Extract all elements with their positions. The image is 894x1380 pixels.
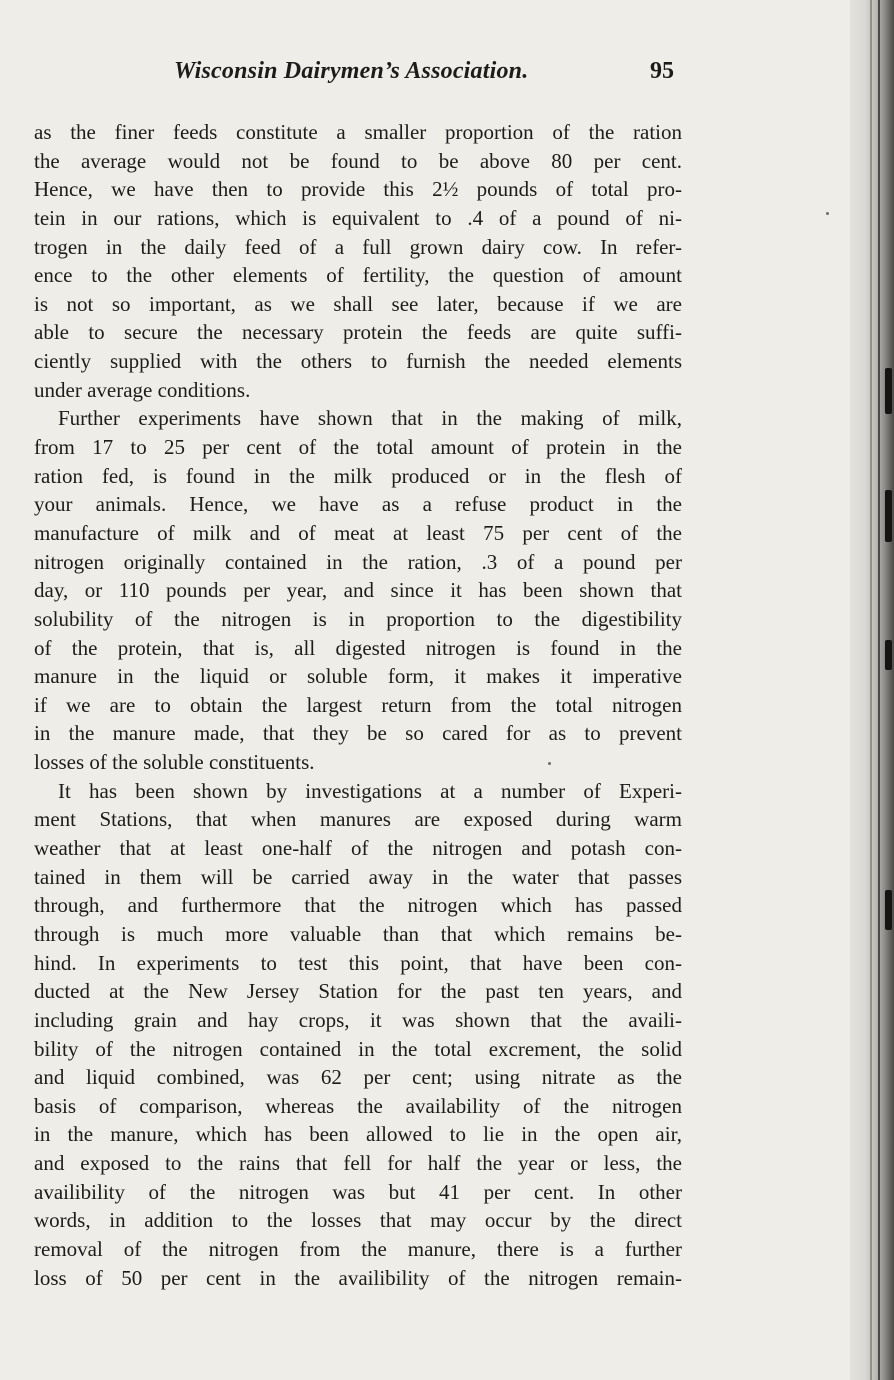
text-line: availibility of the nitrogen was but 41 per cent. In other: [34, 1179, 682, 1204]
text-line: hind. In experiments to test this point, that have been con-: [34, 950, 682, 975]
text-line: and exposed to the rains that fell for half the year or less, the: [34, 1151, 682, 1176]
binding-line: [878, 0, 880, 1380]
text-line: removal of the nitrogen from the manure, there is a further: [34, 1236, 682, 1261]
text-line: basis of comparison, whereas the availability of the nitrogen: [34, 1093, 682, 1118]
binding-mark: [885, 890, 892, 930]
text-line: ration fed, is found in the milk produced or in the flesh of: [34, 463, 682, 488]
running-title: Wisconsin Dairymen’s Association.: [174, 58, 529, 84]
text-line: through is much more valuable than that which remains be-: [34, 921, 682, 946]
paragraph-start-line: Further experiments have shown that in the making of milk,: [58, 406, 682, 431]
text-line: trogen in the daily feed of a full grown dairy cow. In refer-: [34, 234, 682, 259]
text-line: is not so important, as we shall see later, because if we are: [34, 291, 682, 316]
text-line: Hence, we have then to provide this 2½ pounds of total pro-: [34, 177, 682, 202]
text-line: words, in addition to the losses that may occur by the direct: [34, 1208, 682, 1233]
text-line: of the protein, that is, all digested nitrogen is found in the: [34, 635, 682, 660]
text-line: nitrogen originally contained in the ration, .3 of a pound per: [34, 549, 682, 574]
text-line: ciently supplied with the others to furnish the needed elements: [34, 349, 682, 374]
text-line: as the finer feeds constitute a smaller proportion of the ration: [34, 120, 682, 144]
text-line: ducted at the New Jersey Station for the past ten years, and: [34, 979, 682, 1004]
text-line: your animals. Hence, we have as a refuse product in the: [34, 492, 682, 517]
text-line: weather that at least one-half of the nitrogen and potash con-: [34, 836, 682, 861]
text-line: tained in them will be carried away in the water that passes: [34, 864, 682, 889]
binding-mark: [885, 640, 892, 670]
text-line: day, or 110 pounds per year, and since it has been shown that: [34, 578, 682, 603]
text-line: ment Stations, that when manures are exposed during warm: [34, 807, 682, 832]
text-line: ence to the other elements of fertility, the question of amount: [34, 263, 682, 288]
page-number: 95: [650, 58, 674, 84]
binding-line: [870, 0, 872, 1380]
text-line: from 17 to 25 per cent of the total amount of protein in the: [34, 435, 682, 460]
paper-speck: [548, 762, 551, 765]
binding-mark: [885, 368, 892, 414]
book-binding-edge: [850, 0, 894, 1380]
text-line: in the manure, which has been allowed to lie in the open air,: [34, 1122, 682, 1147]
text-line: and liquid combined, was 62 per cent; using nitrate as the: [34, 1065, 682, 1090]
text-line: able to secure the necessary protein the feeds are quite suffi-: [34, 320, 682, 345]
binding-mark: [885, 490, 892, 542]
paragraph-start-line: It has been shown by investigations at a number of Experi-: [58, 778, 682, 803]
text-line: the average would not be found to be above 80 per cent.: [34, 148, 682, 173]
paragraph-end-line: under average conditions.: [34, 377, 251, 402]
page-header: [174, 58, 674, 90]
text-line: tein in our rations, which is equivalent to .4 of a pound of ni-: [34, 205, 682, 230]
paragraph-end-line: losses of the soluble constituents.: [34, 750, 315, 775]
text-line: manufacture of milk and of meat at least 75 per cent of the: [34, 520, 682, 545]
text-line: solubility of the nitrogen is in proportion to the digestibility: [34, 606, 682, 631]
text-line: through, and furthermore that the nitrogen which has passed: [34, 893, 682, 918]
paper-speck: [826, 212, 829, 215]
text-line: bility of the nitrogen contained in the total excrement, the solid: [34, 1036, 682, 1061]
text-line: including grain and hay crops, it was shown that the availi-: [34, 1007, 682, 1032]
text-line: in the manure made, that they be so cared for as to prevent: [34, 721, 682, 746]
text-line: manure in the liquid or soluble form, it makes it imperative: [34, 664, 682, 689]
text-line: if we are to obtain the largest return from the total nitrogen: [34, 692, 682, 717]
text-line: loss of 50 per cent in the availibility of the nitrogen remain-: [34, 1265, 682, 1290]
body-text: [34, 118, 682, 1292]
